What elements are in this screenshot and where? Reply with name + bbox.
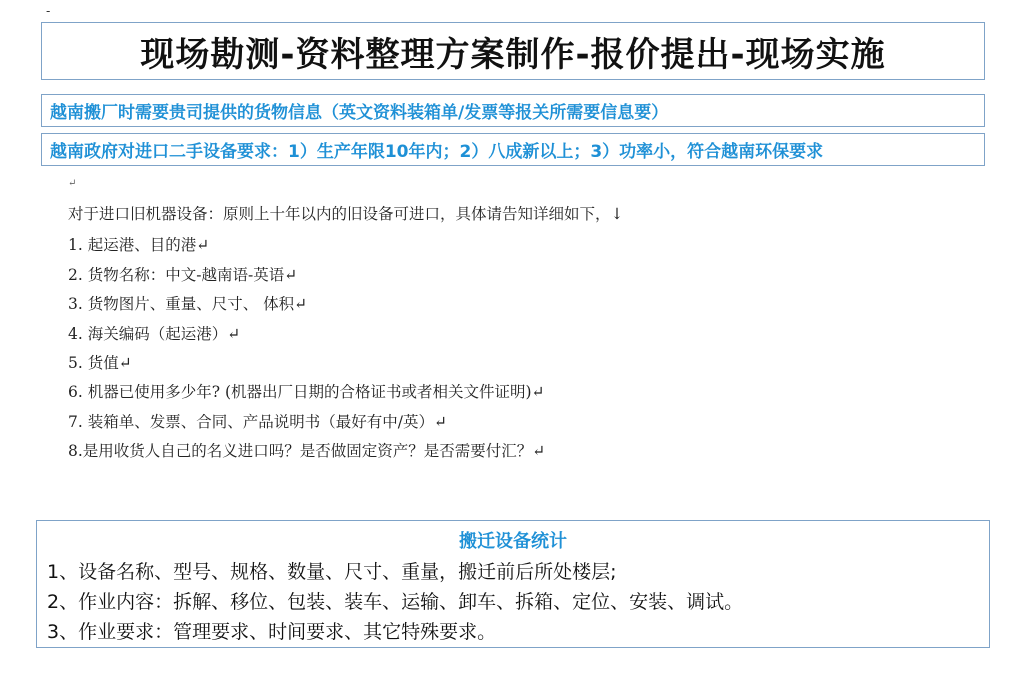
stats-line: 2、作业内容：拆解、移位、包装、装车、运输、卸车、拆箱、定位、安装、调试。 [47,591,744,613]
doc-intro: 对于进口旧机器设备：原则上十年以内的旧设备可进口，具体请告知详细如下，↓ [68,205,624,223]
doc-item: 7. 装箱单、发票、合同、产品说明书（最好有中/英）↵ [68,413,447,431]
doc-item: 1. 起运港、目的港↵ [68,236,210,254]
requirements-note-text: 越南政府对进口二手设备要求：1）生产年限10年内；2）八成新以上；3）功率小，符合越南环保要求 [50,142,824,162]
info-note-text: 越南搬厂时需要贵司提供的货物信息（英文资料装箱单/发票等报关所需要信息要） [50,103,669,123]
corner-marker: - [46,4,51,18]
stats-line: 1、设备名称、型号、规格、数量、尺寸、重量，搬迁前后所处楼层; [47,561,617,583]
equipment-stats-box [36,520,990,648]
doc-item: 2. 货物名称：中文-越南语-英语↵ [68,266,298,284]
doc-item: 8.是用收货人自己的名义进口吗？是否做固定资产？是否需要付汇？↵ [68,442,546,460]
title-box [41,22,985,80]
page-title: 现场勘测-资料整理方案制作-报价提出-现场实施 [140,34,886,75]
doc-item: 5. 货值↵ [68,354,132,372]
stats-title: 搬迁设备统计 [459,531,567,552]
doc-item: 6. 机器已使用多少年? (机器出厂日期的合格证书或者相关文件证明)↵ [68,383,545,401]
doc-item: 3. 货物图片、重量、尺寸、 体积↵ [68,295,308,313]
info-note-box [41,94,985,127]
paragraph-mark: ↵ [68,178,77,189]
stats-line: 3、作业要求：管理要求、时间要求、其它特殊要求。 [47,621,497,643]
requirements-note-box [41,133,985,166]
doc-item: 4. 海关编码（起运港）↵ [68,325,241,343]
